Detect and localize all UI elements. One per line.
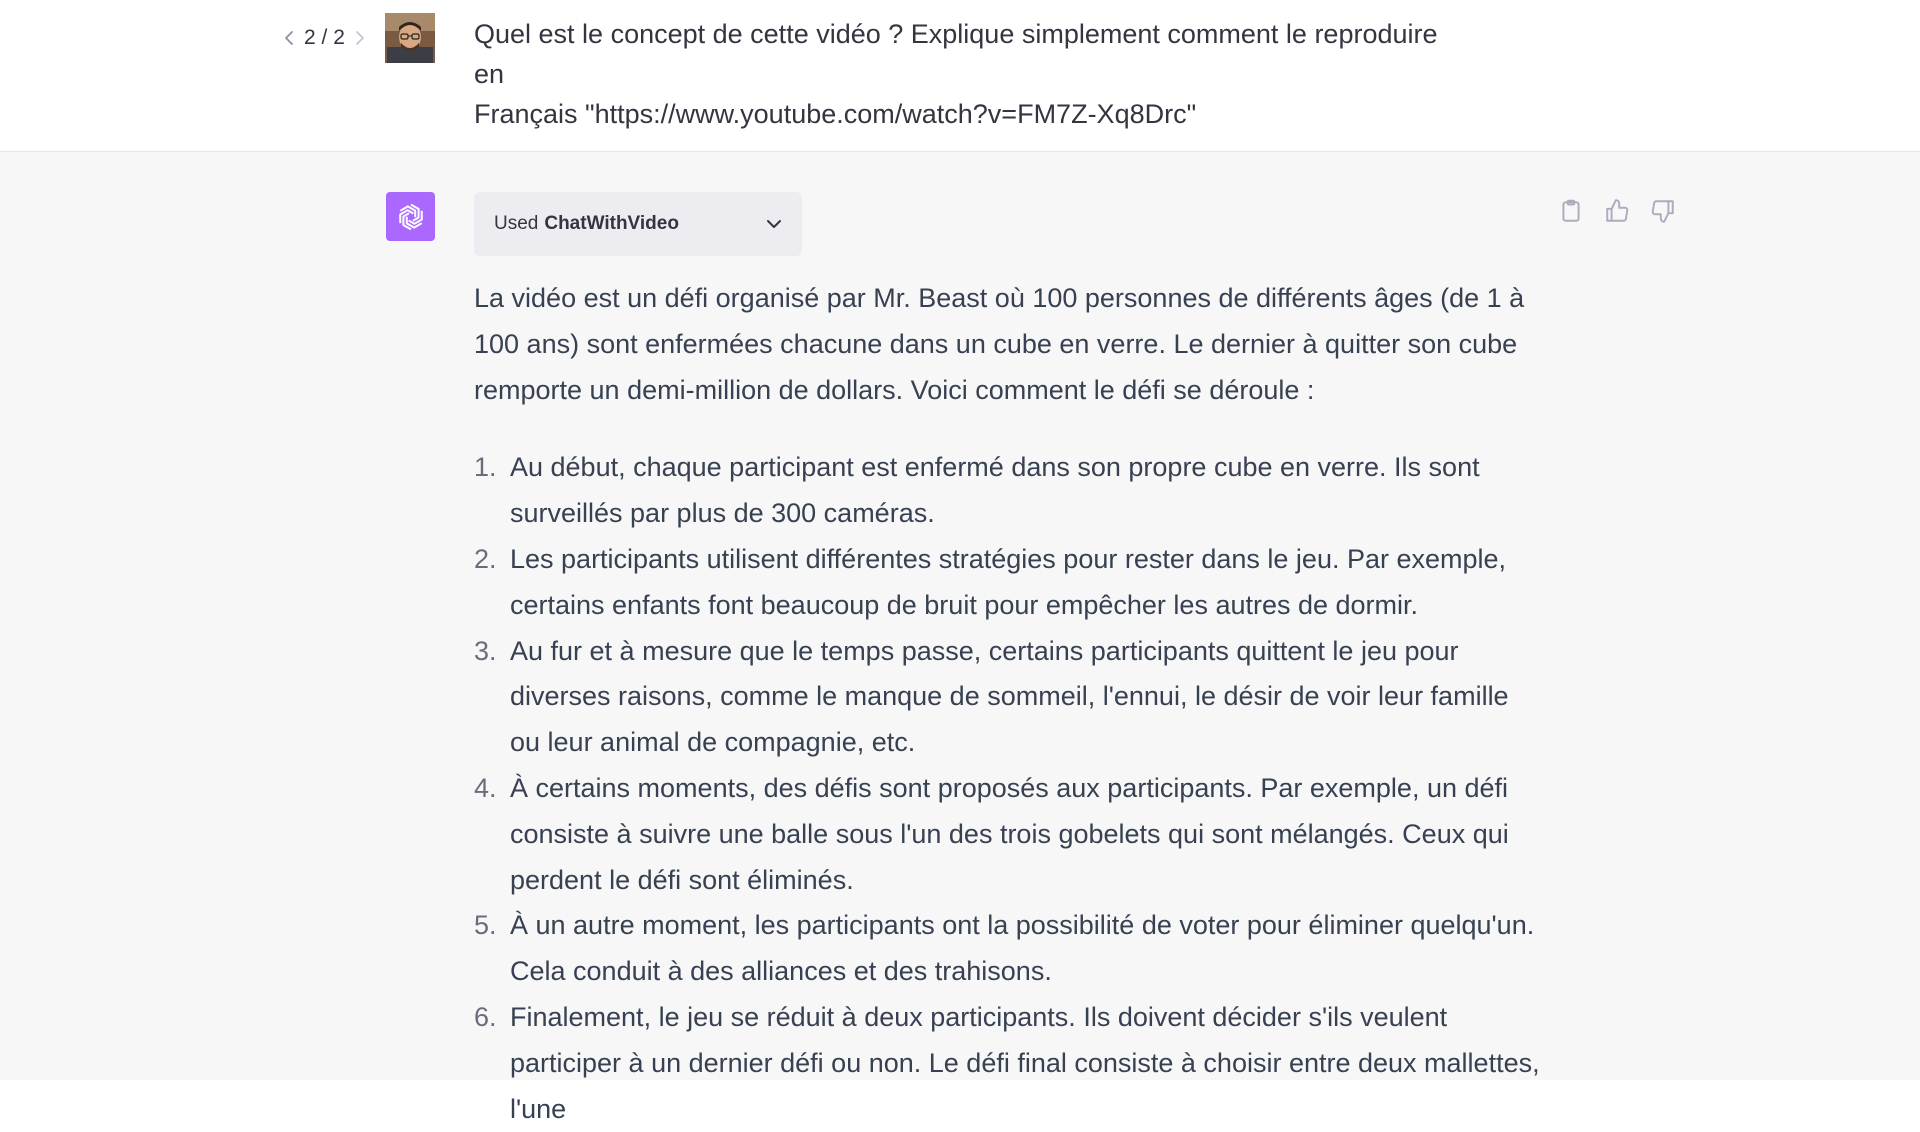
assistant-message [0, 152, 1920, 1124]
previous-response-button[interactable] [280, 26, 298, 50]
list-item-number: 5. [474, 910, 497, 941]
list-item-text: Au fur et à mesure que le temps passe, certains participants quittent le jeu pour diverses raisons, comme le manque de sommeil, l'ennui, le désir de voir leur famille ou leur animal de compagnie, etc. [510, 635, 1509, 758]
clipboard-icon [1558, 198, 1584, 224]
list-item [474, 766, 1544, 903]
message-actions [1556, 196, 1678, 226]
steps-list [474, 445, 1544, 1132]
list-item [474, 903, 1544, 995]
plugin-used-label: Used [494, 213, 539, 234]
user-avatar [385, 13, 435, 63]
openai-logo-icon [392, 198, 430, 236]
list-item [474, 445, 1544, 537]
list-item-number: 3. [474, 635, 497, 666]
plugin-name: ChatWithVideo [544, 213, 679, 234]
thumbs-up-button[interactable] [1602, 196, 1632, 226]
next-response-button[interactable] [351, 26, 369, 50]
list-item-text: Les participants utilisent différentes stratégies pour rester dans le jeu. Par exemple, certains enfants font beaucoup de bruit pour empêcher les autres de dormir. [510, 543, 1507, 620]
assistant-answer [474, 276, 1544, 1132]
list-item [474, 995, 1544, 1132]
list-item-text: Finalement, le jeu se réduit à deux participants. Ils doivent décider s'ils veulent participer à un dernier défi ou non. Le défi final consiste à choisir entre deux mallettes, l'une [510, 1001, 1540, 1124]
list-item [474, 537, 1544, 629]
list-item [474, 629, 1544, 766]
pager-count [304, 26, 345, 50]
pager-current: 2 [304, 26, 316, 49]
plugin-usage-dropdown[interactable] [474, 192, 802, 256]
thumbs-down-button[interactable] [1648, 196, 1678, 226]
user-message [0, 0, 1920, 152]
pager-separator: / [321, 26, 328, 49]
chevron-down-icon [764, 214, 784, 234]
user-message-text: Quel est le concept de cette vidéo ? Explique simplement comment le reproduire en Français "https://www.youtube.com/watch?v=FM7Z-Xq8Drc" [474, 19, 1438, 129]
list-item-number: 1. [474, 452, 497, 483]
list-item-number: 6. [474, 1001, 497, 1032]
chevron-right-icon [355, 31, 365, 45]
answer-intro: La vidéo est un défi organisé par Mr. Beast où 100 personnes de différents âges (de 1 à 100 ans) sont enfermées chacune dans un cube en verre. Le dernier à quitter son cube remporte un demi-million de dollars. Voici comment le défi se déroule : [474, 283, 1525, 405]
assistant-avatar [386, 192, 435, 241]
copy-button[interactable] [1556, 196, 1586, 226]
thumbs-up-icon [1604, 198, 1630, 224]
thumbs-down-icon [1650, 198, 1676, 224]
list-item-number: 2. [474, 543, 497, 574]
pager-total: 2 [333, 26, 345, 49]
list-item-text: Au début, chaque participant est enfermé dans son propre cube en verre. Ils sont surveillés par plus de 300 caméras. [510, 452, 1480, 529]
list-item-text: À un autre moment, les participants ont la possibilité de voter pour éliminer quelqu'un. Cela conduit à des alliances et des trahisons. [510, 910, 1535, 987]
chevron-left-icon [284, 31, 294, 45]
response-pager [280, 26, 369, 50]
list-item-text: À certains moments, des défis sont proposés aux participants. Par exemple, un défi consiste à suivre une balle sous l'un des trois gobelets qui sont mélangés. Ceux qui perdent le défi sont éliminés. [510, 772, 1509, 895]
list-item-number: 4. [474, 772, 497, 803]
